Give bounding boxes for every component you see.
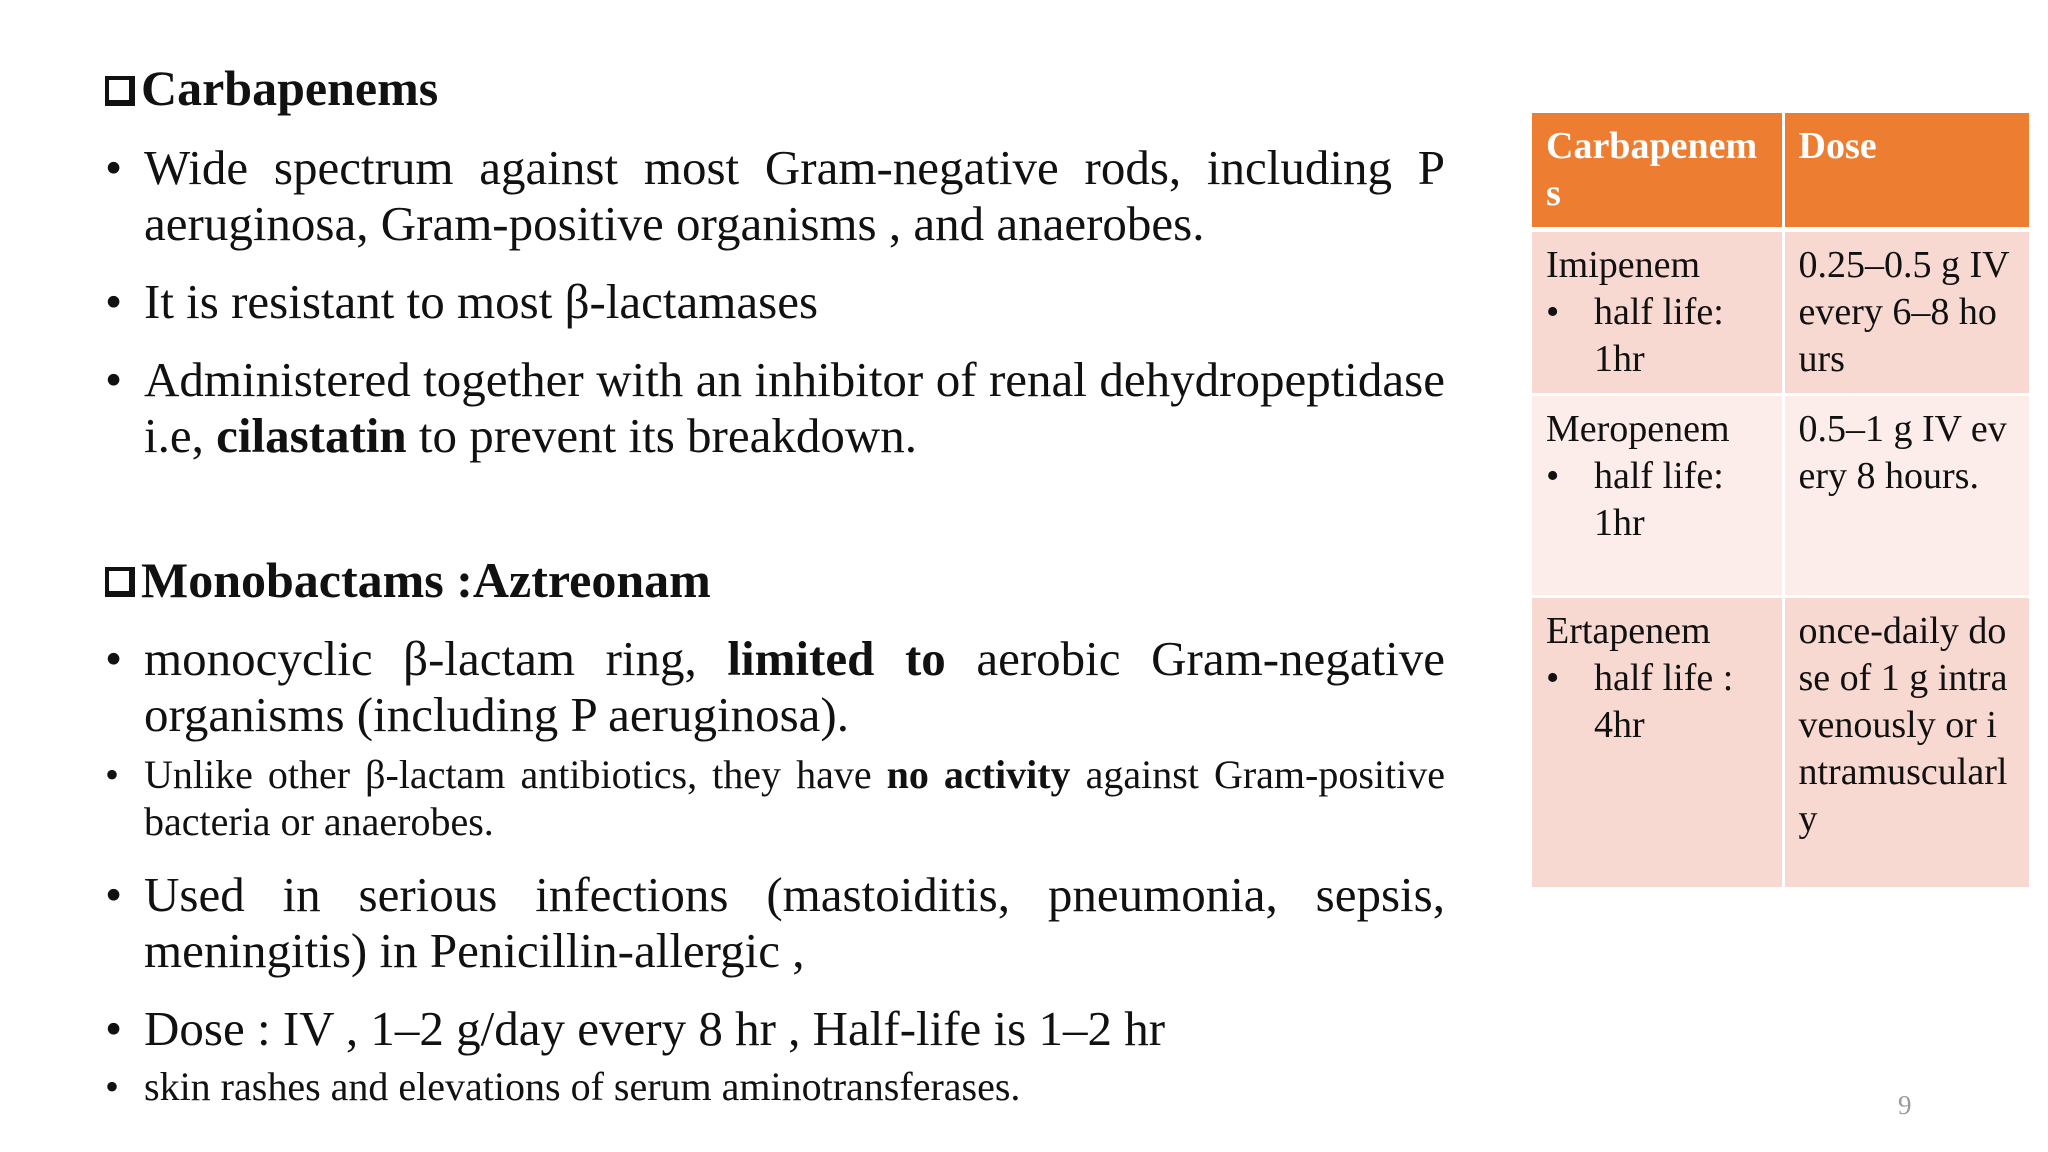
checkbox-icon [105, 567, 135, 597]
heading-text: Carbapenems [141, 60, 439, 116]
table-row [1532, 395, 2030, 597]
carbapenem-bullets [105, 140, 1445, 464]
bullet-resistant: • It is resistant to most β-lactamases [105, 274, 1445, 330]
cell-drug [1532, 230, 1783, 395]
bullet-serious-infections: • Used in serious infections (mastoiditis, pneumonia, sepsis, meningitis) in Penicillin-allergic , [105, 867, 1445, 979]
half-life: • half life: 1hr [1546, 289, 1768, 383]
page-number: 9 [1898, 1090, 1912, 1120]
table-row [1532, 230, 2030, 395]
drug-name: Meropenem [1546, 408, 1730, 450]
monobactam-bullets-2 [105, 867, 1445, 1057]
cell-dose: 0.25–0.5 g IV every 6–8 hours [1783, 230, 2030, 395]
checkbox-icon [105, 76, 135, 106]
header-dose: Dose [1783, 113, 2030, 230]
bold-limited-to: limited to [727, 631, 946, 686]
table-row [1532, 597, 2030, 889]
half-life: • half life : 4hr [1546, 655, 1768, 749]
monobactam-sub-bullets [105, 751, 1445, 845]
cell-drug [1532, 597, 1783, 889]
sub-bullet-no-activity: • Unlike other β-lactam antibiotics, they have no activity against Gram-positive bacteria or anaerobes. [105, 751, 1445, 845]
heading-carbapenems [105, 60, 1445, 118]
carbapenem-dose-table [1532, 113, 2032, 890]
header-carbapenems: Carbapenems [1532, 113, 1783, 230]
drug-name: Ertapenem [1546, 610, 1711, 652]
bold-no-activity: no activity [886, 752, 1071, 797]
table-header-row [1532, 113, 2030, 230]
sub-bullet-side-effects: • skin rashes and elevations of serum aminotransferases. [105, 1063, 1445, 1110]
dose-sub-bullets [105, 1063, 1445, 1110]
bold-cilastatin: cilastatin [216, 407, 407, 463]
heading-monobactams [105, 552, 1445, 610]
cell-dose: once-daily dose of 1 g intravenously or intramuscularly [1783, 597, 2030, 889]
bullet-spectrum: • Wide spectrum against most Gram-negative rods, including P aeruginosa, Gram-positive organisms , and anaerobes. [105, 140, 1445, 252]
monobactam-bullets [105, 631, 1445, 743]
bullet-dose: • Dose : IV , 1–2 g/day every 8 hr , Half-life is 1–2 hr [105, 1001, 1445, 1057]
cell-drug [1532, 395, 1783, 597]
cell-dose: 0.5–1 g IV every 8 hours. [1783, 395, 2030, 597]
bullet-cilastatin: • Administered together with an inhibitor of renal dehydropeptidase i.e, cilastatin to prevent its breakdown. [105, 352, 1445, 464]
half-life: • half life: 1hr [1546, 453, 1768, 547]
slide-content [105, 60, 1445, 1118]
heading-text: Monobactams :Aztreonam [141, 551, 711, 608]
bullet-monocyclic: • monocyclic β-lactam ring, limited to aerobic Gram-negative organisms (including P aeruginosa). [105, 631, 1445, 743]
drug-name: Imipenem [1546, 244, 1701, 286]
